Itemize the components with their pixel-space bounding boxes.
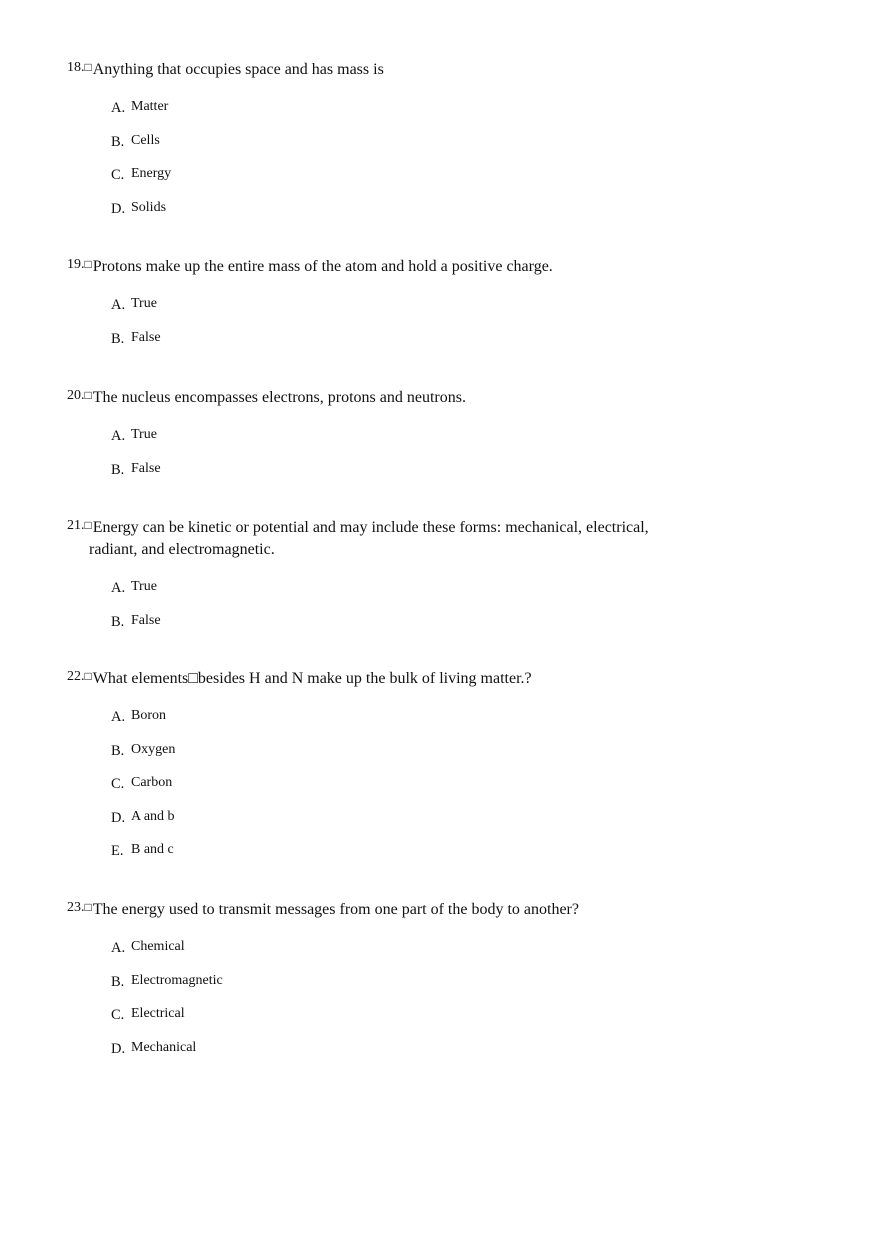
answer-option[interactable] <box>111 1039 667 1073</box>
question-stem <box>67 59 667 81</box>
option-text: Boron <box>131 708 166 723</box>
answer-options <box>111 426 667 493</box>
question-20 <box>67 387 667 493</box>
option-letter: C. <box>111 1007 125 1023</box>
option-letter: A. <box>111 297 126 313</box>
answer-option[interactable] <box>111 329 667 363</box>
option-letter: B. <box>111 742 125 759</box>
question-23 <box>67 899 667 1072</box>
option-text: Energy <box>131 166 172 181</box>
option-text: Chemical <box>131 939 185 954</box>
question-text: The energy used to transmit messages from one part of the body to another? <box>92 901 579 918</box>
answer-option[interactable] <box>111 938 667 972</box>
answer-option[interactable] <box>111 841 667 875</box>
question-number: 21. <box>67 518 85 533</box>
answer-option[interactable] <box>111 426 667 460</box>
answer-options <box>111 938 667 1072</box>
answer-option[interactable] <box>111 98 667 132</box>
missing-glyph-icon: □ <box>84 60 92 74</box>
question-text: What elements□besides H and N make up the bulk of living matter.? <box>92 670 532 687</box>
option-letter: B. <box>111 461 125 478</box>
answer-options <box>111 295 667 362</box>
option-text: True <box>131 579 157 594</box>
option-letter: B. <box>111 613 125 630</box>
option-letter: D. <box>111 809 126 826</box>
option-text: False <box>131 612 161 628</box>
option-text: Carbon <box>131 775 173 790</box>
missing-glyph-icon: □ <box>84 518 92 532</box>
question-number: 18. <box>67 60 85 75</box>
option-text: Electromagnetic <box>131 972 223 988</box>
option-letter: A. <box>111 709 126 725</box>
option-letter: B. <box>111 133 125 150</box>
question-number: 20. <box>67 388 85 403</box>
option-letter: A. <box>111 940 126 956</box>
question-number: 23. <box>67 900 85 915</box>
option-text: Cells <box>131 132 160 148</box>
missing-glyph-icon: □ <box>84 257 92 271</box>
answer-options <box>111 707 667 875</box>
answer-options <box>111 578 657 645</box>
option-text: B and c <box>131 842 174 857</box>
option-text: Oxygen <box>131 741 176 757</box>
question-text: The nucleus encompasses electrons, protons and neutrons. <box>92 389 466 406</box>
question-number: 22. <box>67 669 85 684</box>
option-text: A and b <box>131 808 175 824</box>
answer-option[interactable] <box>111 1005 667 1039</box>
question-text: Energy can be kinetic or potential and may include these forms: mechanical, electrical, radiant, and electromagnetic. <box>89 519 653 558</box>
question-stem <box>67 517 657 560</box>
question-21 <box>67 517 657 645</box>
option-text: False <box>131 329 161 345</box>
option-text: True <box>131 427 157 442</box>
answer-option[interactable] <box>111 165 667 199</box>
answer-option[interactable] <box>111 132 667 166</box>
question-number: 19. <box>67 257 85 272</box>
option-letter: C. <box>111 167 125 183</box>
question-19 <box>67 256 667 362</box>
option-text: Matter <box>131 99 169 114</box>
question-stem <box>67 668 667 690</box>
option-text: Mechanical <box>131 1039 197 1055</box>
question-18 <box>67 59 667 232</box>
option-letter: E. <box>111 843 124 859</box>
option-letter: B. <box>111 973 125 990</box>
option-text: True <box>131 296 157 311</box>
option-letter: A. <box>111 428 126 444</box>
answer-option[interactable] <box>111 707 667 741</box>
option-letter: C. <box>111 776 125 792</box>
question-22 <box>67 668 667 875</box>
answer-option[interactable] <box>111 808 667 842</box>
answer-option[interactable] <box>111 295 667 329</box>
option-text: False <box>131 460 161 476</box>
answer-options <box>111 98 667 232</box>
answer-option[interactable] <box>111 578 657 612</box>
option-text: Electrical <box>131 1006 185 1021</box>
option-letter: A. <box>111 580 126 596</box>
question-text: Anything that occupies space and has mass is <box>92 61 384 78</box>
answer-option[interactable] <box>111 774 667 808</box>
missing-glyph-icon: □ <box>84 669 92 683</box>
missing-glyph-icon: □ <box>84 900 92 914</box>
question-text: Protons make up the entire mass of the atom and hold a positive charge. <box>92 258 553 275</box>
question-stem <box>67 899 667 921</box>
answer-option[interactable] <box>111 741 667 775</box>
option-letter: A. <box>111 100 126 116</box>
question-stem <box>67 256 667 278</box>
option-text: Solids <box>131 199 167 215</box>
option-letter: D. <box>111 1040 126 1057</box>
option-letter: B. <box>111 330 125 347</box>
question-stem <box>67 387 667 409</box>
answer-option[interactable] <box>111 972 667 1006</box>
answer-option[interactable] <box>111 199 667 233</box>
missing-glyph-icon: □ <box>84 388 92 402</box>
answer-option[interactable] <box>111 460 667 494</box>
option-letter: D. <box>111 200 126 217</box>
answer-option[interactable] <box>111 612 657 646</box>
